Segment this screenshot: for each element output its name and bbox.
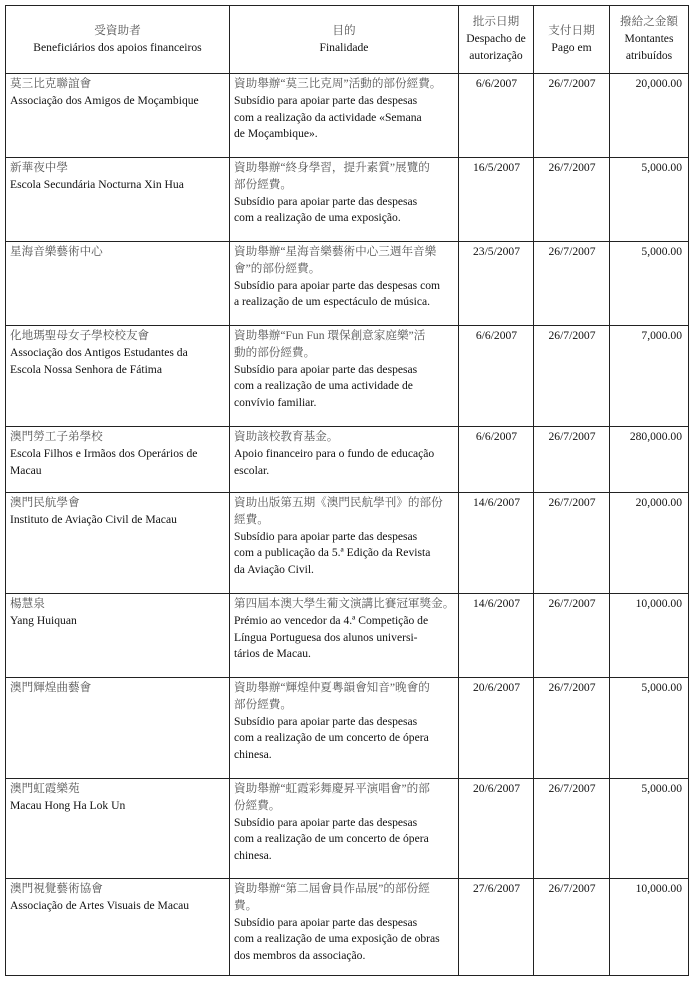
table-row bbox=[6, 594, 689, 678]
paid-cell bbox=[534, 594, 610, 678]
amount: 20,000.00 bbox=[635, 77, 682, 90]
beneficiary-name-zh: 澳門視覺藝術協會 bbox=[10, 882, 103, 895]
amount-cell bbox=[610, 74, 689, 158]
payment-date: 26/7/2007 bbox=[548, 430, 596, 443]
authorization-date: 14/6/2007 bbox=[472, 597, 521, 610]
header-authorization bbox=[459, 6, 534, 74]
amount-cell bbox=[610, 158, 689, 242]
authorization-date: 23/5/2007 bbox=[472, 245, 521, 258]
authorization-date: 20/6/2007 bbox=[472, 681, 521, 694]
authorization-cell bbox=[459, 779, 534, 879]
beneficiary-cell bbox=[6, 242, 230, 326]
header-beneficiary-pt: Beneficiários dos apoios financeiros bbox=[33, 40, 202, 54]
purpose-zh: 資助舉辦“終身學習，提升素質”展覽的 部份經費。 bbox=[234, 161, 430, 191]
paid-cell bbox=[534, 493, 610, 594]
header-authorization-zh: 批示日期 bbox=[472, 15, 520, 29]
beneficiary-name-zh: 化地瑪聖母女子學校校友會 bbox=[10, 329, 150, 342]
amount: 280,000.00 bbox=[629, 430, 682, 443]
table-row bbox=[6, 427, 689, 493]
amount: 5,000.00 bbox=[641, 782, 682, 795]
payment-date: 26/7/2007 bbox=[548, 597, 596, 610]
amount: 10,000.00 bbox=[635, 882, 682, 895]
table-row bbox=[6, 678, 689, 779]
authorization-date: 27/6/2007 bbox=[472, 882, 521, 895]
amount-cell bbox=[610, 493, 689, 594]
beneficiary-name-pt: Escola Filhos e Irmãos dos Operários de Macau bbox=[10, 446, 198, 477]
purpose-cell bbox=[230, 594, 459, 678]
beneficiary-cell bbox=[6, 678, 230, 779]
paid-cell bbox=[534, 678, 610, 779]
purpose-zh: 資助舉辦“第二屆會員作品展”的部份經 費。 bbox=[234, 882, 430, 912]
authorization-cell bbox=[459, 242, 534, 326]
authorization-cell bbox=[459, 158, 534, 242]
purpose-cell bbox=[230, 779, 459, 879]
beneficiary-name-pt: Macau Hong Ha Lok Un bbox=[10, 798, 126, 812]
paid-cell bbox=[534, 74, 610, 158]
purpose-pt: Prémio ao vencedor da 4.ª Competição de Língua Portuguesa dos alunos universi- tários de Macau. bbox=[234, 613, 429, 661]
beneficiary-name-zh: 澳門虹霞樂苑 bbox=[10, 782, 80, 795]
beneficiary-name-pt: Instituto de Aviação Civil de Macau bbox=[10, 512, 177, 526]
purpose-cell bbox=[230, 427, 459, 493]
payment-date: 26/7/2007 bbox=[548, 329, 596, 342]
authorization-cell bbox=[459, 879, 534, 976]
header-purpose-zh: 目的 bbox=[332, 23, 356, 37]
beneficiary-name-pt: Associação dos Amigos de Moçambique bbox=[10, 93, 199, 107]
amount-cell bbox=[610, 427, 689, 493]
beneficiary-cell bbox=[6, 427, 230, 493]
purpose-pt: Subsídio para apoiar parte das despesas com a realização da actividade «Semana de Moçambique». bbox=[234, 93, 422, 141]
payment-date: 26/7/2007 bbox=[548, 161, 596, 174]
authorization-cell bbox=[459, 326, 534, 427]
purpose-pt: Subsídio para apoiar parte das despesas com a realização de uma exposição de obras dos membros da associação. bbox=[234, 915, 440, 963]
header-paid bbox=[534, 6, 610, 74]
table-row bbox=[6, 242, 689, 326]
payment-date: 26/7/2007 bbox=[548, 77, 596, 90]
table-row bbox=[6, 493, 689, 594]
header-purpose bbox=[230, 6, 459, 74]
authorization-date: 14/6/2007 bbox=[472, 496, 521, 509]
payment-date: 26/7/2007 bbox=[548, 782, 596, 795]
purpose-zh: 資助舉辦“莫三比克周”活動的部份經費。 bbox=[234, 77, 442, 90]
authorization-date: 6/6/2007 bbox=[475, 77, 518, 90]
paid-cell bbox=[534, 158, 610, 242]
payment-date: 26/7/2007 bbox=[548, 496, 596, 509]
beneficiary-name-zh: 澳門輝煌曲藝會 bbox=[10, 681, 92, 694]
authorization-date: 20/6/2007 bbox=[472, 782, 521, 795]
purpose-zh: 資助該校教育基金。 bbox=[234, 430, 339, 443]
beneficiary-name-pt: Yang Huiquan bbox=[10, 613, 77, 627]
purpose-cell bbox=[230, 879, 459, 976]
beneficiary-cell bbox=[6, 879, 230, 976]
amount: 20,000.00 bbox=[635, 496, 682, 509]
paid-cell bbox=[534, 326, 610, 427]
amount-cell bbox=[610, 594, 689, 678]
beneficiary-name-zh: 楊慧泉 bbox=[10, 597, 45, 610]
amount: 7,000.00 bbox=[641, 329, 682, 342]
paid-cell bbox=[534, 242, 610, 326]
header-paid-pt: Pago em bbox=[551, 40, 592, 54]
table-row bbox=[6, 779, 689, 879]
beneficiary-name-pt: Escola Secundária Nocturna Xin Hua bbox=[10, 177, 184, 191]
authorization-date: 6/6/2007 bbox=[475, 329, 518, 342]
amount-cell bbox=[610, 326, 689, 427]
beneficiary-name-zh: 澳門民航學會 bbox=[10, 496, 80, 509]
beneficiary-name-pt: Associação de Artes Visuais de Macau bbox=[10, 898, 190, 912]
payment-date: 26/7/2007 bbox=[548, 882, 596, 895]
table-row bbox=[6, 326, 689, 427]
authorization-cell bbox=[459, 493, 534, 594]
table-row bbox=[6, 158, 689, 242]
purpose-pt: Subsídio para apoiar parte das despesas com a realização de uma exposição. bbox=[234, 194, 418, 225]
purpose-zh: 資助舉辦“輝煌仲夏粵韻會知音”晚會的 部份經費。 bbox=[234, 681, 430, 711]
purpose-pt: Subsídio para apoiar parte das despesas com a realização de um concerto de ópera chinesa. bbox=[234, 714, 429, 762]
amount-cell bbox=[610, 879, 689, 976]
authorization-date: 6/6/2007 bbox=[475, 430, 518, 443]
purpose-cell bbox=[230, 242, 459, 326]
amount: 10,000.00 bbox=[635, 597, 682, 610]
purpose-pt: Subsídio para apoiar parte das despesas com a publicação da 5.ª Edição da Revista da Aviação Civil. bbox=[234, 529, 431, 577]
header-purpose-pt: Finalidade bbox=[319, 40, 369, 54]
purpose-pt: Subsídio para apoiar parte das despesas com a realização de uma actividade de convívio familiar. bbox=[234, 362, 418, 410]
beneficiary-name-zh: 澳門勞工子弟學校 bbox=[10, 430, 103, 443]
authorization-cell bbox=[459, 678, 534, 779]
purpose-pt: Subsídio para apoiar parte das despesas com a realização de um concerto de ópera chinesa. bbox=[234, 815, 429, 863]
paid-cell bbox=[534, 879, 610, 976]
beneficiary-cell bbox=[6, 779, 230, 879]
beneficiary-name-zh: 莫三比克聯誼會 bbox=[10, 77, 92, 90]
authorization-cell bbox=[459, 74, 534, 158]
payment-date: 26/7/2007 bbox=[548, 245, 596, 258]
header-amount-pt: Montantes atribuídos bbox=[624, 32, 674, 62]
amount: 5,000.00 bbox=[641, 245, 682, 258]
purpose-pt: Subsídio para apoiar parte das despesas com a realização de um espectáculo de música. bbox=[234, 278, 441, 309]
paid-cell bbox=[534, 427, 610, 493]
beneficiary-cell bbox=[6, 594, 230, 678]
header-paid-zh: 支付日期 bbox=[548, 23, 595, 37]
purpose-cell bbox=[230, 158, 459, 242]
beneficiary-name-pt: Associação dos Antigos Estudantes da Escola Nossa Senhora de Fátima bbox=[10, 345, 188, 376]
payment-date: 26/7/2007 bbox=[548, 681, 596, 694]
authorization-date: 16/5/2007 bbox=[472, 161, 521, 174]
purpose-cell bbox=[230, 678, 459, 779]
purpose-zh: 資助舉辦“Fun Fun 環保創意家庭樂”活 動的部份經費。 bbox=[234, 329, 426, 359]
beneficiary-cell bbox=[6, 158, 230, 242]
purpose-zh: 資助出版第五期《澳門民航學刊》的部份 經費。 bbox=[234, 496, 443, 526]
subsidies-table bbox=[5, 5, 689, 976]
purpose-zh: 第四屆本澳大學生葡文演講比賽冠軍獎金。 bbox=[234, 597, 455, 610]
paid-cell bbox=[534, 779, 610, 879]
purpose-cell bbox=[230, 493, 459, 594]
table-row bbox=[6, 74, 689, 158]
beneficiary-cell bbox=[6, 74, 230, 158]
authorization-cell bbox=[459, 594, 534, 678]
header-authorization-pt: Despacho de autorização bbox=[466, 32, 526, 62]
beneficiary-name-zh: 新華夜中學 bbox=[10, 161, 68, 174]
amount-cell bbox=[610, 242, 689, 326]
header-beneficiary bbox=[6, 6, 230, 74]
amount-cell bbox=[610, 678, 689, 779]
header-beneficiary-zh: 受資助者 bbox=[94, 23, 141, 37]
amount: 5,000.00 bbox=[641, 161, 682, 174]
purpose-cell bbox=[230, 74, 459, 158]
purpose-cell bbox=[230, 326, 459, 427]
table-header-row bbox=[6, 6, 689, 74]
beneficiary-cell bbox=[6, 493, 230, 594]
purpose-zh: 資助舉辦“虹霞彩舞慶昇平演唱會”的部 份經費。 bbox=[234, 782, 430, 812]
beneficiary-cell bbox=[6, 326, 230, 427]
beneficiary-name-zh: 星海音樂藝術中心 bbox=[10, 245, 103, 258]
amount-cell bbox=[610, 779, 689, 879]
purpose-zh: 資助舉辦“星海音樂藝術中心三週年音樂 會”的部份經費。 bbox=[234, 245, 437, 275]
header-amount-zh: 撥給之金額 bbox=[620, 15, 678, 29]
authorization-cell bbox=[459, 427, 534, 493]
purpose-pt: Apoio financeiro para o fundo de educação escolar. bbox=[234, 446, 435, 477]
amount: 5,000.00 bbox=[641, 681, 682, 694]
header-amount bbox=[610, 6, 689, 74]
table-row bbox=[6, 879, 689, 976]
